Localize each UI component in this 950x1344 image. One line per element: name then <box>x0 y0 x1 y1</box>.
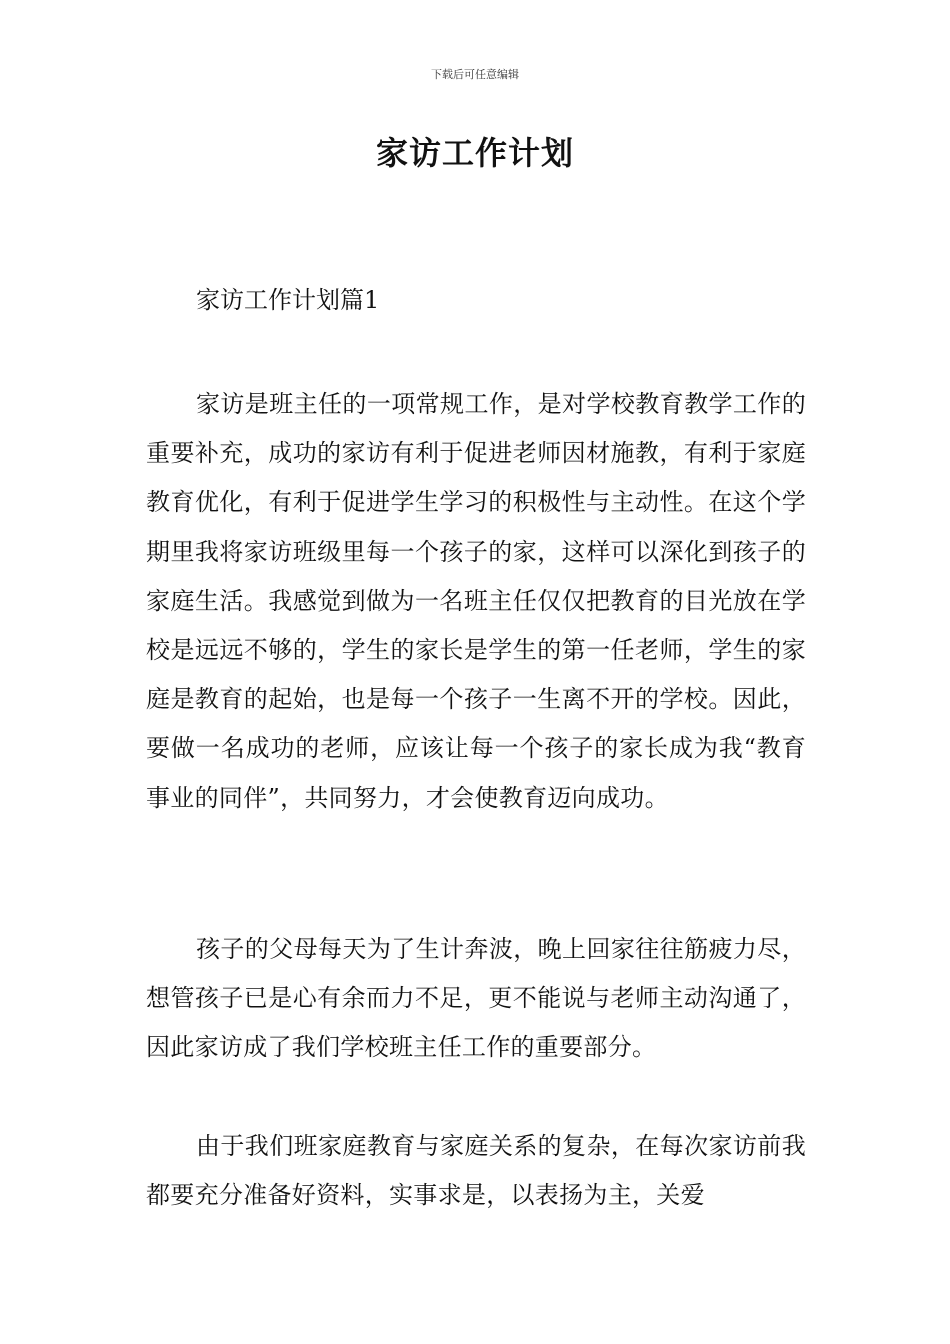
document-title: 家访工作计划 <box>375 134 574 172</box>
paragraph-3: 由于我们班家庭教育与家庭关系的复杂，在每次家访前我都要充分准备好资料，实事求是，以表扬为主，关爱 <box>146 1132 806 1210</box>
header-note: 下载后可任意编辑 <box>431 68 519 81</box>
paragraph-1: 家访是班主任的一项常规工作，是对学校教育教学工作的重要补充，成功的家访有利于促进老师因材施教，有利于家庭教育优化，有利于促进学生学习的积极性与主动性。在这个学期里我将家访班级里每一个孩子的家，这样可以深化到孩子的家庭生活。我感觉到做为一名班主任仅仅把教育的目光放在学校是远远不够的，学生的家长是学生的第一任老师，学生的家庭是教育的起始，也是每一个孩子一生离不开的学校。因此，要做一名成功的老师，应该让每一个孩子的家长成为我“教育事业的同伴”，共同努力，才会使教育迈向成功。 <box>146 390 806 812</box>
section-heading: 家访工作计划篇1 <box>196 286 380 314</box>
paragraph-2: 孩子的父母每天为了生计奔波，晚上回家往往筋疲力尽，想管孩子已是心有余而力不足，更不能说与老师主动沟通了，因此家访成了我们学校班主任工作的重要部分。 <box>146 935 806 1062</box>
